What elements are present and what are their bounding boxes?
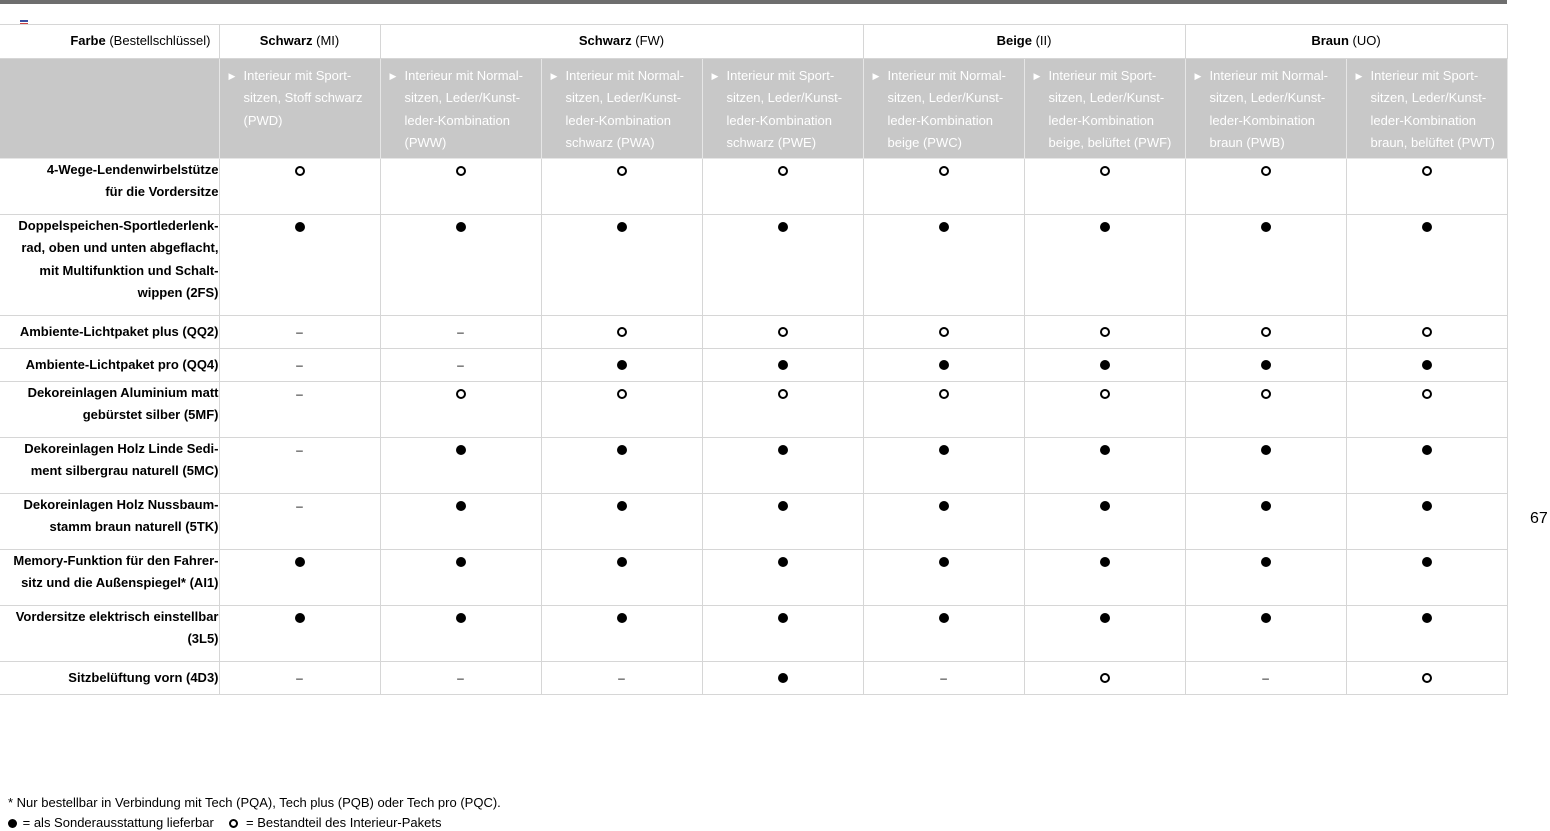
- package-name-line: leder-Kombination: [1370, 112, 1477, 128]
- ring-dot-icon: [1422, 389, 1432, 399]
- availability-cell: [863, 662, 1024, 695]
- availability-cell: [863, 215, 1024, 316]
- availability-cell: [1346, 382, 1507, 438]
- filled-dot-icon: [939, 557, 949, 567]
- arrow-right-icon: ▶: [1355, 71, 1363, 81]
- filled-dot-icon: [1100, 360, 1110, 370]
- filled-dot-icon: [1422, 501, 1432, 511]
- package-header-cell: [1346, 59, 1507, 159]
- availability-cell: [863, 494, 1024, 550]
- availability-cell: [1185, 349, 1346, 382]
- availability-cell: [541, 494, 702, 550]
- arrow-right-icon: ▶: [550, 71, 558, 81]
- availability-cell: [702, 438, 863, 494]
- package-header-cell: [1185, 59, 1346, 159]
- not-available-dash: –: [296, 498, 303, 513]
- availability-cell: [219, 662, 380, 695]
- availability-cell: [541, 316, 702, 349]
- availability-cell: [1024, 316, 1185, 349]
- availability-cell: [702, 606, 863, 662]
- filled-dot-icon: [1100, 557, 1110, 567]
- availability-cell: [380, 349, 541, 382]
- filled-dot-icon: [1100, 222, 1110, 232]
- filled-dot-icon: [939, 501, 949, 511]
- package-name-line: schwarz (PWA): [565, 134, 655, 150]
- filled-dot-icon: [456, 557, 466, 567]
- feature-label: Vordersitze elektrisch einstellbar (3L5): [0, 606, 219, 662]
- package-name-line: sitzen, Leder/Kunst-: [1370, 90, 1487, 106]
- arrow-right-icon: ▶: [389, 71, 397, 81]
- filled-dot-icon: [1100, 445, 1110, 455]
- filled-dot-icon: [1261, 222, 1271, 232]
- ring-dot-icon: [778, 389, 788, 399]
- availability-cell: [380, 606, 541, 662]
- availability-cell: [863, 316, 1024, 349]
- availability-cell: [1185, 215, 1346, 316]
- package-name-line: leder-Kombination: [1048, 112, 1155, 128]
- availability-cell: [219, 550, 380, 606]
- availability-cell: [1024, 438, 1185, 494]
- ring-dot-icon: [617, 389, 627, 399]
- filled-dot-icon: [617, 501, 627, 511]
- availability-cell: [380, 550, 541, 606]
- filled-dot-icon: [778, 222, 788, 232]
- table-row: [0, 606, 1507, 662]
- filled-dot-icon: [939, 360, 949, 370]
- package-name-line: beige (PWC): [887, 134, 962, 150]
- color-header-row: [0, 25, 1507, 59]
- availability-cell: [1346, 438, 1507, 494]
- ring-dot-icon: [1100, 166, 1110, 176]
- package-name-line: beige, belüftet (PWF): [1048, 134, 1172, 150]
- table-row: [0, 662, 1507, 695]
- package-name-line: leder-Kombination: [565, 112, 672, 128]
- availability-cell: [1024, 159, 1185, 215]
- package-name-line: sitzen, Leder/Kunst-: [1209, 90, 1326, 106]
- availability-cell: [380, 316, 541, 349]
- filled-dot-icon: [1261, 360, 1271, 370]
- availability-cell: [1024, 550, 1185, 606]
- availability-cell: [541, 349, 702, 382]
- filled-dot-icon: [295, 222, 305, 232]
- package-name-line: (PWD): [243, 112, 283, 128]
- filled-dot-icon: [617, 445, 627, 455]
- feature-label: Memory-Funktion für den Fahrer- sitz und die Außenspiegel* (AI1): [0, 550, 219, 606]
- package-name-line: braun, belüftet (PWT): [1370, 134, 1495, 150]
- availability-cell: [702, 215, 863, 316]
- package-header-cell: [541, 59, 702, 159]
- ring-dot-icon: [1100, 673, 1110, 683]
- availability-cell: [1346, 316, 1507, 349]
- availability-cell: [1185, 159, 1346, 215]
- availability-cell: [702, 494, 863, 550]
- color-group-header: Schwarz (FW): [380, 25, 863, 59]
- legend-full-text: = als Sonderausstattung lieferbar: [22, 815, 214, 830]
- ring-dot-icon: [229, 819, 238, 828]
- table-row: [0, 494, 1507, 550]
- package-header-cell: [702, 59, 863, 159]
- availability-cell: [702, 316, 863, 349]
- filled-dot-icon: [1261, 557, 1271, 567]
- ring-dot-icon: [1100, 327, 1110, 337]
- ring-dot-icon: [456, 166, 466, 176]
- filled-dot-icon: [295, 557, 305, 567]
- not-available-dash: –: [1262, 671, 1269, 686]
- package-name-line: Interieur mit Normal-: [1209, 68, 1328, 83]
- ring-dot-icon: [939, 327, 949, 337]
- availability-cell: [541, 215, 702, 316]
- not-available-dash: –: [296, 671, 303, 686]
- ring-dot-icon: [617, 327, 627, 337]
- availability-cell: [380, 438, 541, 494]
- arrow-right-icon: ▶: [1194, 71, 1202, 81]
- ring-dot-icon: [1422, 166, 1432, 176]
- filled-dot-icon: [1261, 501, 1271, 511]
- ring-dot-icon: [617, 166, 627, 176]
- feature-label: Dekoreinlagen Holz Linde Sedi- ment silbergrau naturell (5MC): [0, 438, 219, 494]
- footnote-asterisk: * Nur bestellbar in Verbindung mit Tech (PQA), Tech plus (PQB) oder Tech pro (PQC).: [8, 795, 501, 810]
- package-name-line: leder-Kombination: [726, 112, 833, 128]
- feature-label: Dekoreinlagen Aluminium matt gebürstet silber (5MF): [0, 382, 219, 438]
- table-row: [0, 382, 1507, 438]
- not-available-dash: –: [457, 358, 464, 373]
- not-available-dash: –: [296, 358, 303, 373]
- package-name-line: (PWW): [404, 134, 447, 150]
- filled-dot-icon: [939, 445, 949, 455]
- package-header-row: [0, 59, 1507, 159]
- availability-cell: [219, 349, 380, 382]
- filled-dot-icon: [1422, 557, 1432, 567]
- filled-dot-icon: [1261, 613, 1271, 623]
- availability-cell: [1024, 662, 1185, 695]
- arrow-right-icon: ▶: [711, 71, 719, 81]
- not-available-dash: –: [940, 671, 947, 686]
- availability-cell: [702, 382, 863, 438]
- not-available-dash: –: [296, 386, 303, 401]
- availability-cell: [863, 382, 1024, 438]
- package-name-line: leder-Kombination: [1209, 112, 1316, 128]
- feature-label: Sitzbelüftung vorn (4D3): [0, 662, 219, 695]
- availability-cell: [1024, 606, 1185, 662]
- package-name-line: schwarz (PWE): [726, 134, 817, 150]
- package-name-line: leder-Kombination: [887, 112, 994, 128]
- not-available-dash: –: [618, 671, 625, 686]
- ring-dot-icon: [1422, 673, 1432, 683]
- filled-dot-icon: [456, 445, 466, 455]
- availability-cell: [541, 159, 702, 215]
- availability-cell: [1185, 382, 1346, 438]
- availability-cell: [863, 159, 1024, 215]
- filled-dot-icon: [1422, 445, 1432, 455]
- availability-cell: [1346, 159, 1507, 215]
- availability-cell: [702, 159, 863, 215]
- package-name-line: leder-Kombination: [404, 112, 511, 128]
- ring-dot-icon: [1100, 389, 1110, 399]
- package-name-line: sitzen, Leder/Kunst-: [726, 90, 843, 106]
- ring-dot-icon: [456, 389, 466, 399]
- availability-cell: [1024, 382, 1185, 438]
- filled-dot-icon: [1422, 222, 1432, 232]
- ring-dot-icon: [778, 166, 788, 176]
- package-name-line: sitzen, Leder/Kunst-: [404, 90, 521, 106]
- availability-cell: [541, 438, 702, 494]
- filled-dot-icon: [456, 613, 466, 623]
- availability-cell: [1024, 349, 1185, 382]
- package-name-line: braun (PWB): [1209, 134, 1285, 150]
- availability-cell: [219, 438, 380, 494]
- arrow-right-icon: ▶: [1033, 71, 1041, 81]
- availability-cell: [219, 159, 380, 215]
- filled-dot-icon: [778, 445, 788, 455]
- feature-label: Ambiente-Lichtpaket plus (QQ2): [0, 316, 219, 349]
- availability-cell: [1185, 662, 1346, 695]
- availability-cell: [380, 494, 541, 550]
- color-group-header: Braun (UO): [1185, 25, 1507, 59]
- availability-cell: [1346, 662, 1507, 695]
- filled-dot-icon: [1422, 613, 1432, 623]
- ring-dot-icon: [939, 389, 949, 399]
- page-number: 67: [1530, 510, 1548, 527]
- availability-cell: [380, 215, 541, 316]
- availability-cell: [863, 606, 1024, 662]
- table-row: [0, 550, 1507, 606]
- filled-dot-icon: [617, 557, 627, 567]
- filled-dot-icon: [617, 613, 627, 623]
- ring-dot-icon: [778, 327, 788, 337]
- availability-cell: [702, 349, 863, 382]
- not-available-dash: –: [457, 325, 464, 340]
- availability-cell: [219, 606, 380, 662]
- filled-dot-icon: [8, 819, 17, 828]
- table-row: [0, 215, 1507, 316]
- availability-cell: [219, 382, 380, 438]
- arrow-right-icon: ▶: [228, 71, 236, 81]
- ring-dot-icon: [295, 166, 305, 176]
- availability-cell: [1185, 606, 1346, 662]
- filled-dot-icon: [1261, 445, 1271, 455]
- table-row: [0, 438, 1507, 494]
- filled-dot-icon: [456, 501, 466, 511]
- table-row: [0, 159, 1507, 215]
- filled-dot-icon: [778, 673, 788, 683]
- top-rule: [0, 0, 1507, 4]
- filled-dot-icon: [778, 613, 788, 623]
- arrow-right-icon: ▶: [872, 71, 880, 81]
- availability-cell: [1346, 606, 1507, 662]
- filled-dot-icon: [939, 613, 949, 623]
- package-name-line: Interieur mit Sport-: [1370, 68, 1479, 83]
- availability-cell: [219, 215, 380, 316]
- feature-label: Ambiente-Lichtpaket pro (QQ4): [0, 349, 219, 382]
- ring-dot-icon: [1261, 327, 1271, 337]
- availability-cell: [541, 550, 702, 606]
- availability-cell: [1185, 550, 1346, 606]
- not-available-dash: –: [457, 671, 464, 686]
- availability-cell: [541, 662, 702, 695]
- availability-cell: [1346, 349, 1507, 382]
- feature-label: Doppelspeichen-Sportlederlenk- rad, oben und unten abgeflacht, mit Multifunktion und Schalt- wippen (2FS): [0, 215, 219, 316]
- availability-cell: [702, 662, 863, 695]
- availability-cell: [1024, 215, 1185, 316]
- availability-cell: [863, 438, 1024, 494]
- availability-cell: [1346, 494, 1507, 550]
- table-row: [0, 349, 1507, 382]
- availability-cell: [541, 382, 702, 438]
- package-name-line: Interieur mit Sport-: [243, 68, 352, 83]
- legend: [8, 815, 442, 830]
- availability-cell: [1185, 316, 1346, 349]
- package-header-cell: [1024, 59, 1185, 159]
- package-header-cell: [219, 59, 380, 159]
- ring-dot-icon: [939, 166, 949, 176]
- availability-cell: [541, 606, 702, 662]
- ring-dot-icon: [1261, 166, 1271, 176]
- feature-label: 4-Wege-Lendenwirbelstütze für die Vordersitze: [0, 159, 219, 215]
- availability-cell: [219, 494, 380, 550]
- filled-dot-icon: [617, 222, 627, 232]
- package-name-line: Interieur mit Sport-: [1048, 68, 1157, 83]
- package-name-line: sitzen, Leder/Kunst-: [887, 90, 1004, 106]
- not-available-dash: –: [296, 325, 303, 340]
- filled-dot-icon: [1100, 613, 1110, 623]
- package-name-line: Interieur mit Normal-: [887, 68, 1006, 83]
- filled-dot-icon: [1100, 501, 1110, 511]
- filled-dot-icon: [778, 557, 788, 567]
- ring-dot-icon: [1422, 327, 1432, 337]
- package-name-line: Interieur mit Normal-: [565, 68, 684, 83]
- equipment-table: [0, 24, 1508, 695]
- availability-cell: [1185, 438, 1346, 494]
- filled-dot-icon: [295, 613, 305, 623]
- table-row: [0, 316, 1507, 349]
- ring-dot-icon: [1261, 389, 1271, 399]
- feature-label: Dekoreinlagen Holz Nussbaum- stamm braun naturell (5TK): [0, 494, 219, 550]
- availability-cell: [1346, 215, 1507, 316]
- availability-cell: [380, 382, 541, 438]
- package-name-line: sitzen, Leder/Kunst-: [1048, 90, 1165, 106]
- package-name-line: sitzen, Stoff schwarz: [243, 90, 363, 106]
- package-header-blank: [0, 59, 219, 159]
- package-name-line: sitzen, Leder/Kunst-: [565, 90, 682, 106]
- availability-cell: [380, 662, 541, 695]
- availability-cell: [219, 316, 380, 349]
- filled-dot-icon: [1422, 360, 1432, 370]
- package-name-line: Interieur mit Normal-: [404, 68, 523, 83]
- filled-dot-icon: [617, 360, 627, 370]
- color-group-header: Schwarz (MI): [219, 25, 380, 59]
- color-header-label: Farbe (Bestellschlüssel): [0, 25, 219, 59]
- not-available-dash: –: [296, 442, 303, 457]
- availability-cell: [1346, 550, 1507, 606]
- availability-cell: [1185, 494, 1346, 550]
- legend-ring-text: = Bestandteil des Interieur-Pakets: [246, 815, 442, 830]
- availability-cell: [702, 550, 863, 606]
- filled-dot-icon: [456, 222, 466, 232]
- package-header-cell: [863, 59, 1024, 159]
- filled-dot-icon: [939, 222, 949, 232]
- color-group-header: Beige (II): [863, 25, 1185, 59]
- filled-dot-icon: [778, 501, 788, 511]
- availability-cell: [380, 159, 541, 215]
- availability-cell: [863, 349, 1024, 382]
- package-header-cell: [380, 59, 541, 159]
- filled-dot-icon: [778, 360, 788, 370]
- availability-cell: [1024, 494, 1185, 550]
- package-name-line: Interieur mit Sport-: [726, 68, 835, 83]
- availability-cell: [863, 550, 1024, 606]
